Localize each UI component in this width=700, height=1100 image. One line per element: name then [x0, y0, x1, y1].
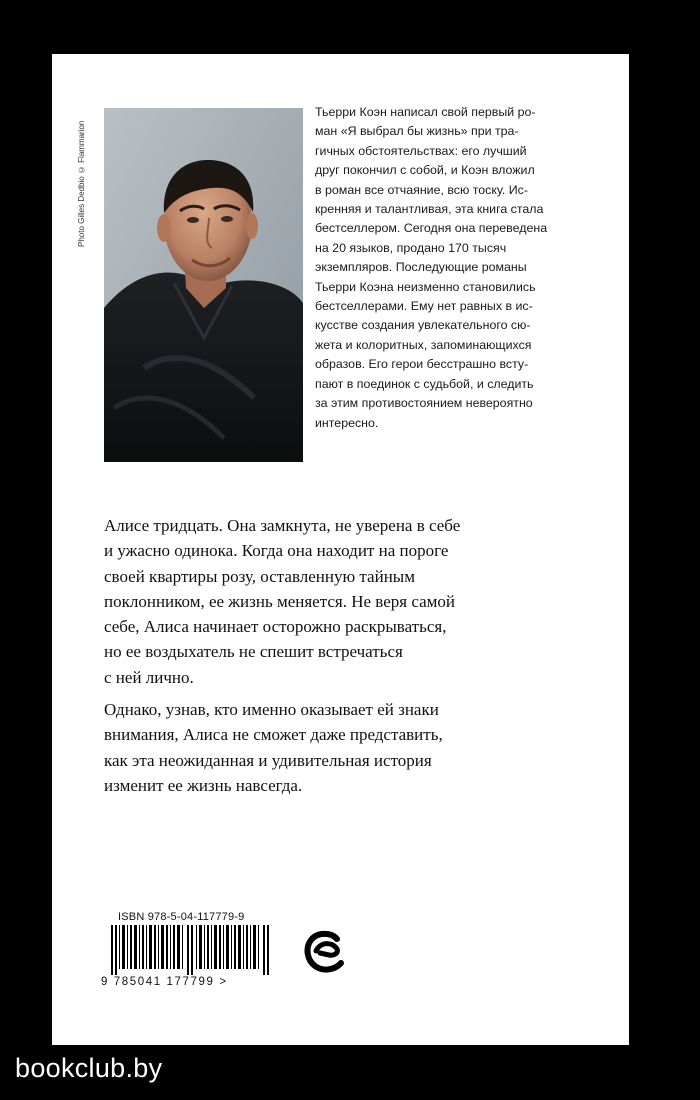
blurb-paragraph-2: Однако, узнав, кто именно оказывает ей знаки внимания, Алиса не сможет даже представить, как эта неожиданная и удивительная история изменит ее жизнь навсегда. — [104, 700, 443, 795]
barcode — [111, 925, 271, 975]
blurb-paragraph-1: Алисе тридцать. Она замкнута, не уверена в себе и ужасно одинока. Когда она находит на пороге своей квартиры розу, оставленную тайным поклонником, ее жизнь меняется. Не веря самой себе, Алиса начинает осторожно раскрываться, но ее воздыхатель не спешит встречаться с ней лично. — [104, 516, 461, 687]
isbn-label: ISBN 978-5-04-117779-9 — [118, 911, 245, 923]
author-bio: Тьерри Коэн написал свой первый ро- ман «Я выбрал бы жизнь» при тра- гичных обстоятельствах: его лучший друг покончил с собой, и Коэн вложил в роман все отчаяние, всю тоску. Ис- кренняя и талантливая, эта книга стала бестселлером. Сегодня она переведена на 20 языков, продано 170 тысяч экземпляров. Последующие романы Тьерри Коэна неизменно становились бестселлерами. Ему нет равных в ис- кусстве создания увлекательного сю- жета и колоритных, запоминающихся образов. Его герои бесстрашно всту- пают в поединок с судьбой, и следить за этим противостоянием невероятно интересно. — [315, 105, 548, 430]
author-portrait — [104, 108, 303, 462]
site-watermark: bookclub.by — [15, 1053, 163, 1083]
barcode-digits: 9 785041 177799 > — [101, 976, 228, 988]
eksmo-logo-icon — [304, 929, 346, 973]
photo-credit: Photo Gilles Dedbio © Flammarion — [77, 120, 86, 247]
